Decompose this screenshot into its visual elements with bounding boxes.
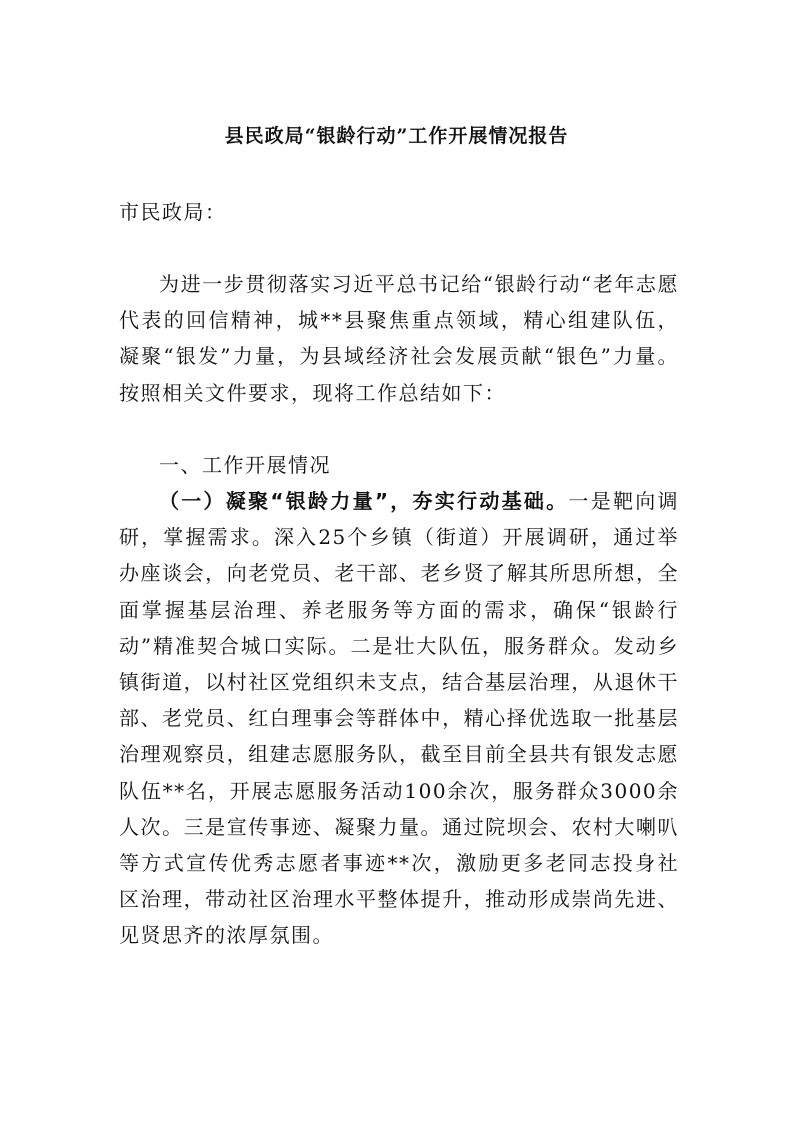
subsection-paragraph [119,483,679,954]
salutation: 市民政局： [119,200,227,224]
section-heading: 一、工作开展情况 [159,453,331,477]
subsection-heading: （一）凝聚“银龄力量”，夯实行动基础。 [159,489,569,513]
intro-paragraph: 为进一步贯彻落实习近平总书记给“银龄行动“老年志愿代表的回信精神，城**县聚焦重点领域，精心组建队伍，凝聚“银发”力量，为县域经济社会发展贡献“银色”力量。按照相关文件要求，现将工作总结如下： [119,272,679,405]
document-title: 县民政局“银龄行动”工作开展情况报告 [224,125,569,147]
subsection-body: 一是靶向调研，掌握需求。深入25个乡镇（街道）开展调研，通过举办座谈会，向老党员、老干部、老乡贤了解其所思所想，全面掌握基层治理、养老服务等方面的需求，确保“银龄行动”精准契合城口实际。二是壮大队伍，服务群众。发动乡镇街道，以村社区党组织未支点，结合基层治理，从退休干部、老党员、红白理事会等群体中，精心择优选取一批基层治理观察员，组建志愿服务队，截至目前全县共有银发志愿队伍**名，开展志愿服务活动100余次，服务群众3000余人次。三是宣传事迹、凝聚力量。通过院坝会、农村大喇叭等方式宣传优秀志愿者事迹**次，激励更多老同志投身社区治理，带动社区治理水平整体提升，推动形成崇尚先进、见贤思齐的浓厚氛围。 [119,489,680,948]
